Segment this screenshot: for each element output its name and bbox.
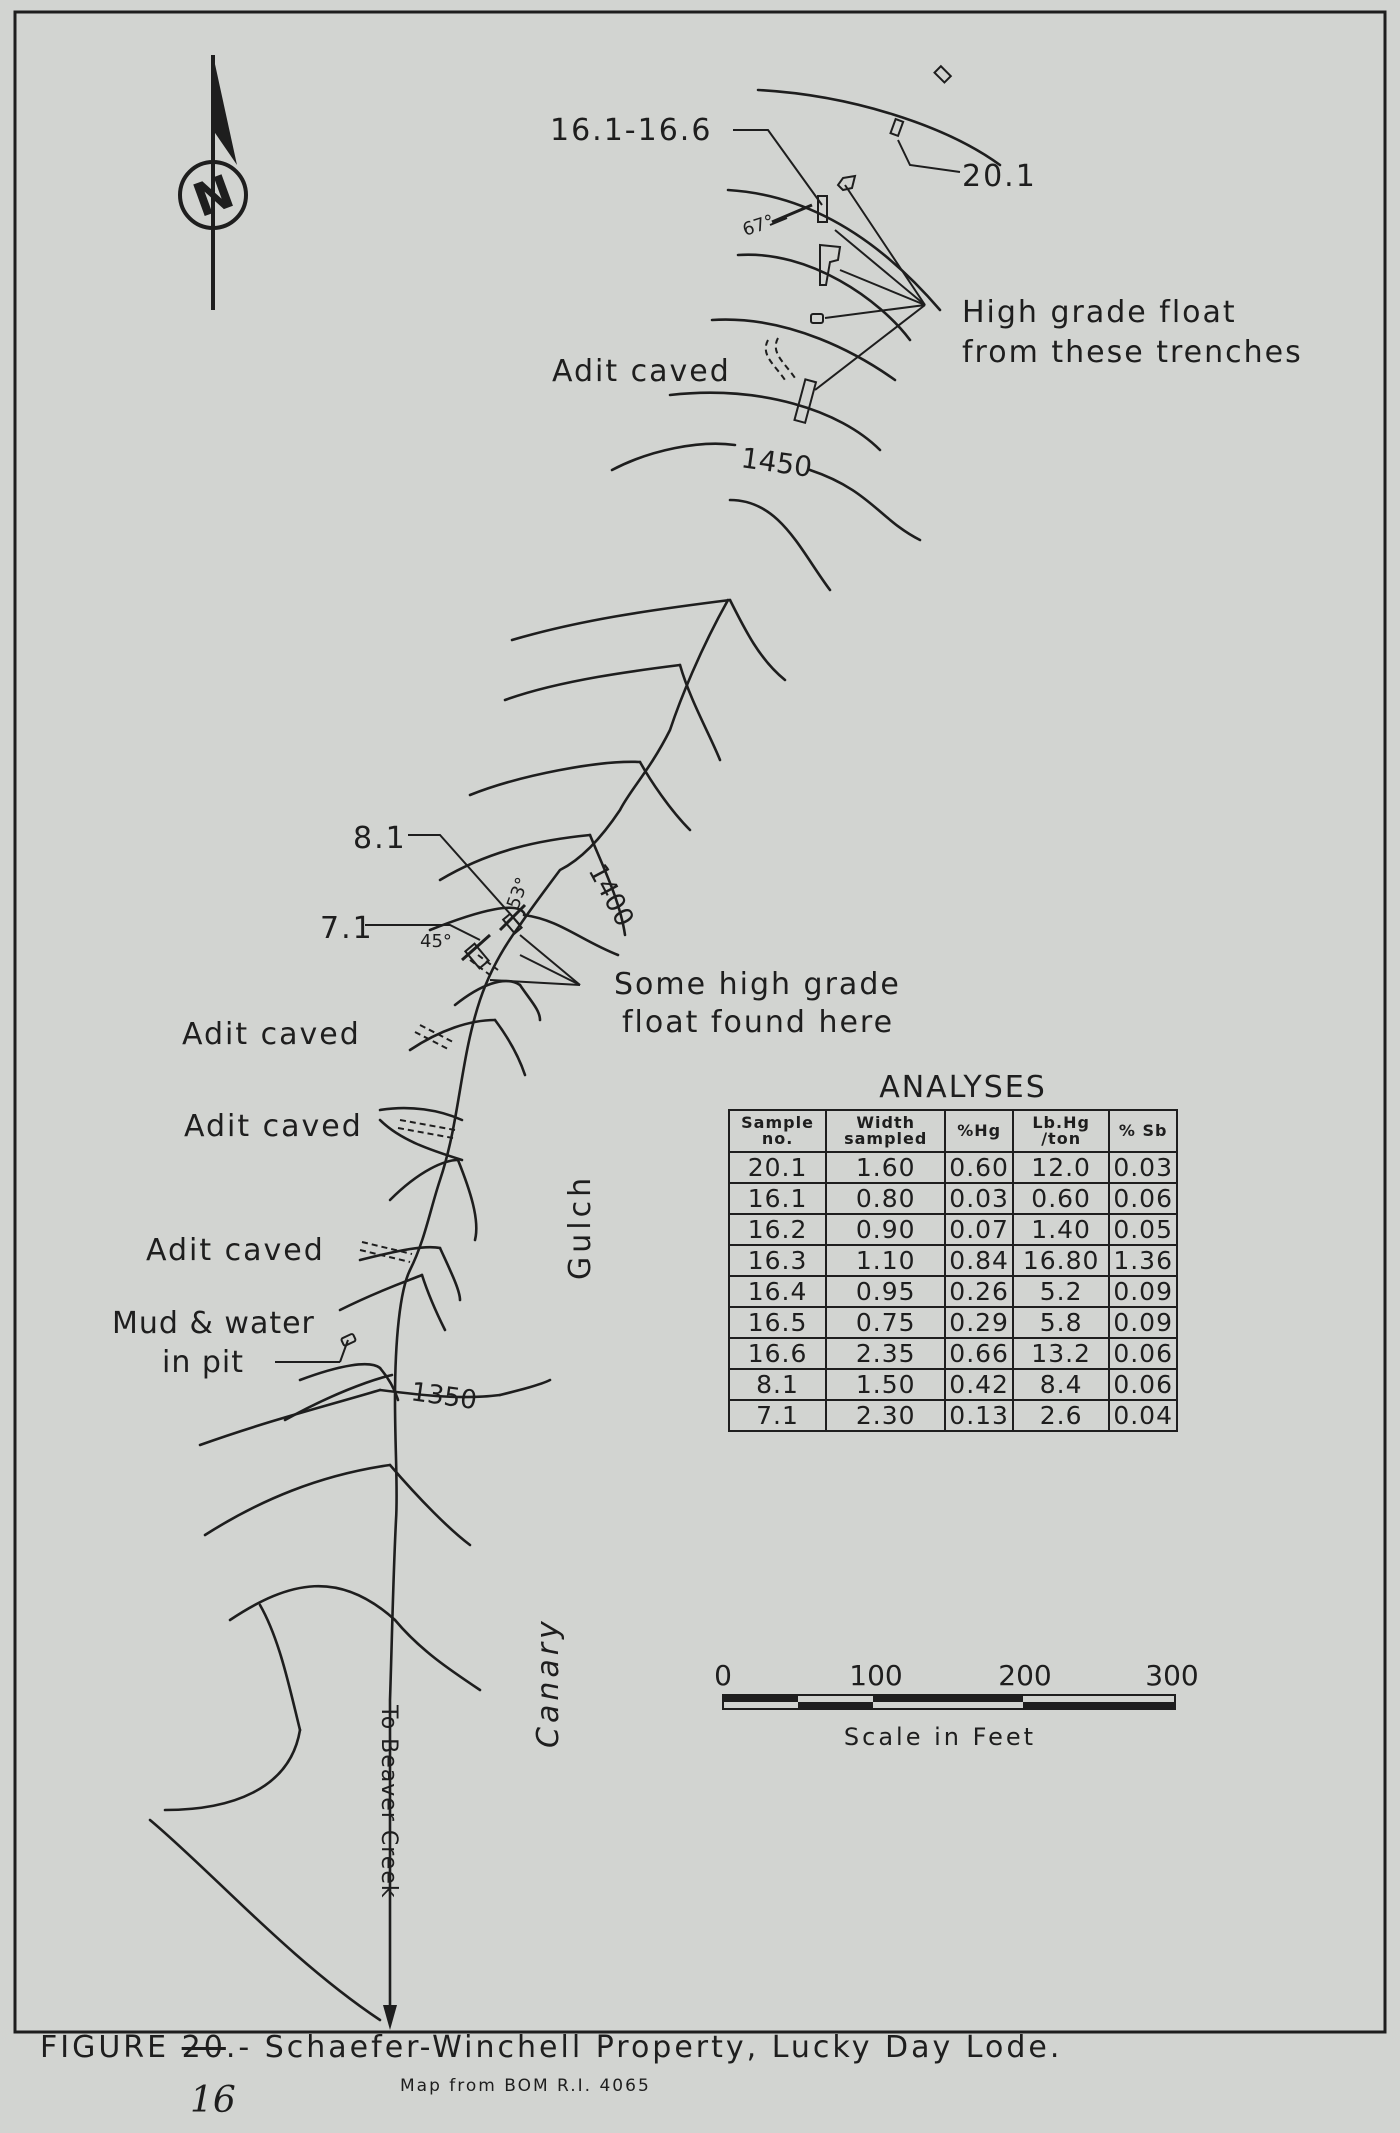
adit-caved-label-3: Adit caved: [184, 1109, 363, 1144]
mud-water-line1: Mud & water: [112, 1306, 315, 1341]
table-row: [729, 1214, 1177, 1245]
cell-sample-no: 16.4: [729, 1276, 826, 1307]
gulch-label: Gulch: [563, 1173, 598, 1280]
contour-label-1400: 1400: [581, 859, 640, 932]
contour-label-1350: 1350: [409, 1377, 479, 1417]
cell-pct-hg: 0.26: [945, 1276, 1013, 1307]
cell-pct-hg: 0.66: [945, 1338, 1013, 1369]
sample-label-16: 16.1-16.6: [550, 113, 713, 148]
dip-label-67: 67°: [740, 210, 777, 241]
cell-pct-sb: 0.06: [1109, 1369, 1177, 1400]
scale-label: Scale in Feet: [843, 1723, 1037, 1751]
cell-lb-hg-ton: 16.80: [1013, 1245, 1109, 1276]
cell-lb-hg-ton: 8.4: [1013, 1369, 1109, 1400]
cell-lb-hg-ton: 13.2: [1013, 1338, 1109, 1369]
cell-lb-hg-ton: 0.60: [1013, 1183, 1109, 1214]
contour-label-1450: 1450: [739, 441, 815, 484]
cell-pct-sb: 0.03: [1109, 1152, 1177, 1183]
dip-label-53: 53°: [502, 874, 534, 912]
col-width-sampled: Width sampled: [826, 1110, 945, 1152]
cell-pct-sb: 0.05: [1109, 1214, 1177, 1245]
beaver-creek-label: To Beaver Creek: [376, 1705, 401, 1899]
cell-lb-hg-ton: 2.6: [1013, 1400, 1109, 1431]
cell-width-sampled: 0.95: [826, 1276, 945, 1307]
cell-pct-hg: 0.07: [945, 1214, 1013, 1245]
table-row: [729, 1276, 1177, 1307]
scale-tick-300: 300: [1145, 1659, 1199, 1692]
cell-width-sampled: 1.50: [826, 1369, 945, 1400]
north-symbol: N: [186, 163, 241, 228]
cell-sample-no: 16.1: [729, 1183, 826, 1214]
cell-sample-no: 16.5: [729, 1307, 826, 1338]
cell-pct-sb: 0.09: [1109, 1276, 1177, 1307]
high-grade-line2: from these trenches: [962, 335, 1303, 370]
cell-pct-hg: 0.13: [945, 1400, 1013, 1431]
cell-width-sampled: 0.90: [826, 1214, 945, 1245]
canary-label: Canary: [531, 1617, 566, 1748]
cell-pct-hg: 0.42: [945, 1369, 1013, 1400]
table-row: [729, 1369, 1177, 1400]
cell-pct-hg: 0.29: [945, 1307, 1013, 1338]
cell-lb-hg-ton: 1.40: [1013, 1214, 1109, 1245]
analyses-table: [728, 1070, 1178, 1432]
scale-tick-200: 200: [998, 1659, 1052, 1692]
cell-width-sampled: 0.80: [826, 1183, 945, 1214]
contour-lines: [165, 90, 1000, 1810]
cell-pct-sb: 0.06: [1109, 1338, 1177, 1369]
cell-sample-no: 20.1: [729, 1152, 826, 1183]
sample-label-20: 20.1: [962, 159, 1037, 194]
analyses-title: ANALYSES: [879, 1070, 1047, 1105]
cell-width-sampled: 1.60: [826, 1152, 945, 1183]
cell-pct-sb: 0.04: [1109, 1400, 1177, 1431]
col-pct-sb: % Sb: [1109, 1110, 1177, 1152]
adit-caved-label-1: Adit caved: [552, 354, 731, 389]
caption-source: Map from BOM R.I. 4065: [400, 2076, 651, 2096]
cell-pct-hg: 0.60: [945, 1152, 1013, 1183]
table-row: [729, 1400, 1177, 1431]
north-arrow-icon: [180, 55, 246, 310]
cell-sample-no: 16.3: [729, 1245, 826, 1276]
cell-pct-hg: 0.84: [945, 1245, 1013, 1276]
cell-pct-sb: 0.06: [1109, 1183, 1177, 1214]
col-pct-hg: %Hg: [945, 1110, 1013, 1152]
some-high-grade-line1: Some high grade: [614, 967, 901, 1002]
table-row: [729, 1338, 1177, 1369]
table-header-row: [729, 1110, 1177, 1152]
cell-sample-no: 8.1: [729, 1369, 826, 1400]
cell-sample-no: 7.1: [729, 1400, 826, 1431]
scale-tick-0: 0: [714, 1659, 732, 1692]
cell-width-sampled: 0.75: [826, 1307, 945, 1338]
cell-pct-hg: 0.03: [945, 1183, 1013, 1214]
table-row: [729, 1307, 1177, 1338]
cell-pct-sb: 1.36: [1109, 1245, 1177, 1276]
caption-prefix: FIGURE: [40, 2030, 170, 2065]
dip-symbols: [462, 205, 815, 968]
cell-lb-hg-ton: 5.8: [1013, 1307, 1109, 1338]
high-grade-line1: High grade float: [962, 295, 1237, 330]
scale-bar: [714, 1659, 1199, 1751]
mud-water-line2: in pit: [162, 1345, 245, 1380]
col-lb-hg-ton: Lb.Hg /ton: [1013, 1110, 1109, 1152]
cell-lb-hg-ton: 5.2: [1013, 1276, 1109, 1307]
figure-caption: [40, 2030, 1340, 2065]
sample-label-8: 8.1: [353, 821, 407, 856]
cell-lb-hg-ton: 12.0: [1013, 1152, 1109, 1183]
pit-icon: [341, 1333, 356, 1346]
dip-label-45: 45°: [420, 931, 452, 952]
adit-caved-label-4: Adit caved: [146, 1233, 325, 1268]
some-high-grade-line2: float found here: [622, 1005, 895, 1040]
col-sample-no: Sample no.: [729, 1110, 826, 1152]
cell-width-sampled: 2.30: [826, 1400, 945, 1431]
sample-label-7: 7.1: [320, 911, 374, 946]
table-row: [729, 1183, 1177, 1214]
cell-width-sampled: 2.35: [826, 1338, 945, 1369]
cell-sample-no: 16.6: [729, 1338, 826, 1369]
caption-handwritten-number: 16: [190, 2080, 236, 2121]
adit-caved-label-2: Adit caved: [182, 1017, 361, 1052]
caption-struck-number: 20: [181, 2030, 226, 2065]
table-row: [729, 1152, 1177, 1183]
table-row: [729, 1245, 1177, 1276]
caption-title: .- Schaefer-Winchell Property, Lucky Day Lode.: [225, 2030, 1063, 2065]
cell-sample-no: 16.2: [729, 1214, 826, 1245]
scale-tick-100: 100: [849, 1659, 903, 1692]
cell-width-sampled: 1.10: [826, 1245, 945, 1276]
cell-pct-sb: 0.09: [1109, 1307, 1177, 1338]
analyses-grid: [728, 1109, 1178, 1432]
